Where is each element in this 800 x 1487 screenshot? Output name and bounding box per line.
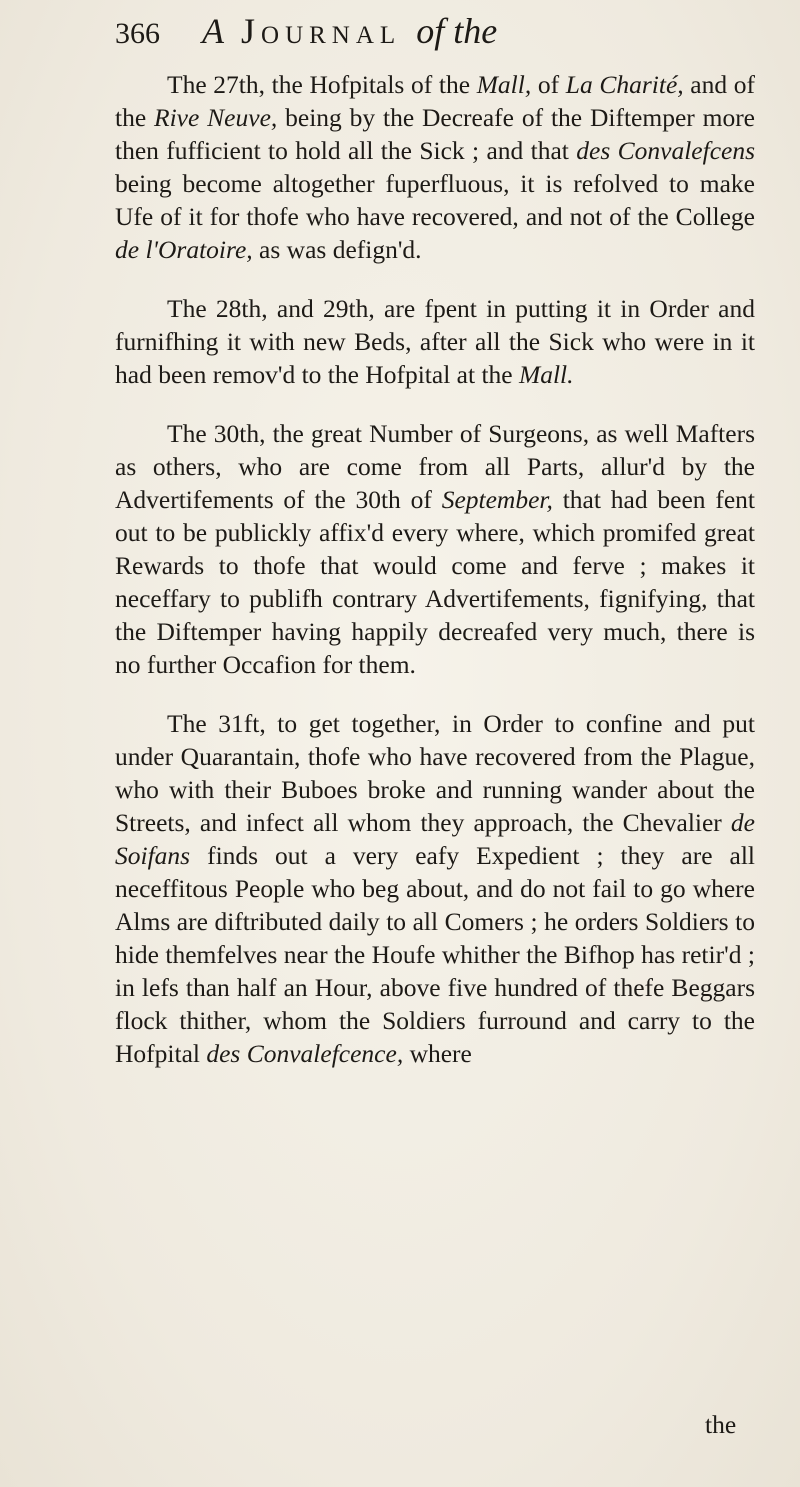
text-run: being become altogether fuperfluous, it is refolved to make Ufe of it for thofe who have recovered, and not of the College xyxy=(115,169,755,231)
italic-text-run: Mall, xyxy=(476,70,532,99)
paragraph-28th-29th xyxy=(115,292,755,391)
italic-text-run: des Convalefcens xyxy=(576,136,755,165)
italic-text-run: Rive Neuve, xyxy=(154,103,278,132)
italic-text-run: Mall. xyxy=(518,360,574,389)
page-number: 366 xyxy=(115,17,160,50)
text-run: where xyxy=(403,1039,472,1068)
paragraph-31st xyxy=(115,707,755,1070)
header-title-suffix: of the xyxy=(416,11,498,51)
header-title-prefix: A xyxy=(202,11,224,51)
paragraph-30th xyxy=(115,417,755,681)
running-header xyxy=(115,6,755,56)
text-run: as was defign'd. xyxy=(252,235,422,264)
body-text xyxy=(115,68,755,1096)
text-run: finds out a very eafy Expedient ; they are all neceffitous People who beg about, and do not fail to go where Alms are diftributed daily to all Comers ; he orders Soldiers to hide themfelves near the Houfe whither the Bifhop has retir'd ; in lefs than half an Hour, above five hundred of thefe Beggars flock thither, whom the Soldiers furround and carry to the Hofpital xyxy=(115,841,755,1068)
text-run: of xyxy=(531,70,566,99)
text-run: The 30th, the great Number of Surgeons, as well Mafters as others, who are come from all Parts, allur'd by the Advertifements of the 30th of xyxy=(115,419,755,514)
italic-text-run: de l'Oratoire, xyxy=(115,235,253,264)
italic-text-run: de Soifans xyxy=(115,808,755,870)
text-run: and of the xyxy=(115,70,756,132)
italic-text-run: September, xyxy=(441,485,553,514)
text-run: The 31ft, to get together, in Order to confine and put under Quarantain, thofe who have recovered from the Plague, who with their Buboes broke and running wander about the Streets, and infect all whom they approach, the Chevalier xyxy=(115,709,755,837)
paragraph-27th xyxy=(115,68,755,266)
italic-text-run: des Convalefcence, xyxy=(206,1039,404,1068)
italic-text-run: La Charité, xyxy=(565,70,684,99)
catchword: the xyxy=(705,1410,737,1439)
text-run: that had been fent out to be publickly affix'd every where, which promifed great Rewards to thofe that would come and ferve ; makes it neceffary to publifh contrary Advertifements, fignifying, that the Diftemper having happily decreafed very much, there is no further Occafion for them. xyxy=(115,485,755,679)
text-run: The 27th, the Hofpitals of the xyxy=(167,70,477,99)
header-title-main: Journal xyxy=(241,11,402,51)
text-run: The 28th, and 29th, are fpent in putting it in Order and furnifhing it with new Beds, after all the Sick who were in it had been remov'd to the Hofpital at the xyxy=(115,294,755,389)
text-run: being by the Decreafe of the Diftemper more then fufficient to hold all the Sick ; and that xyxy=(115,103,756,165)
